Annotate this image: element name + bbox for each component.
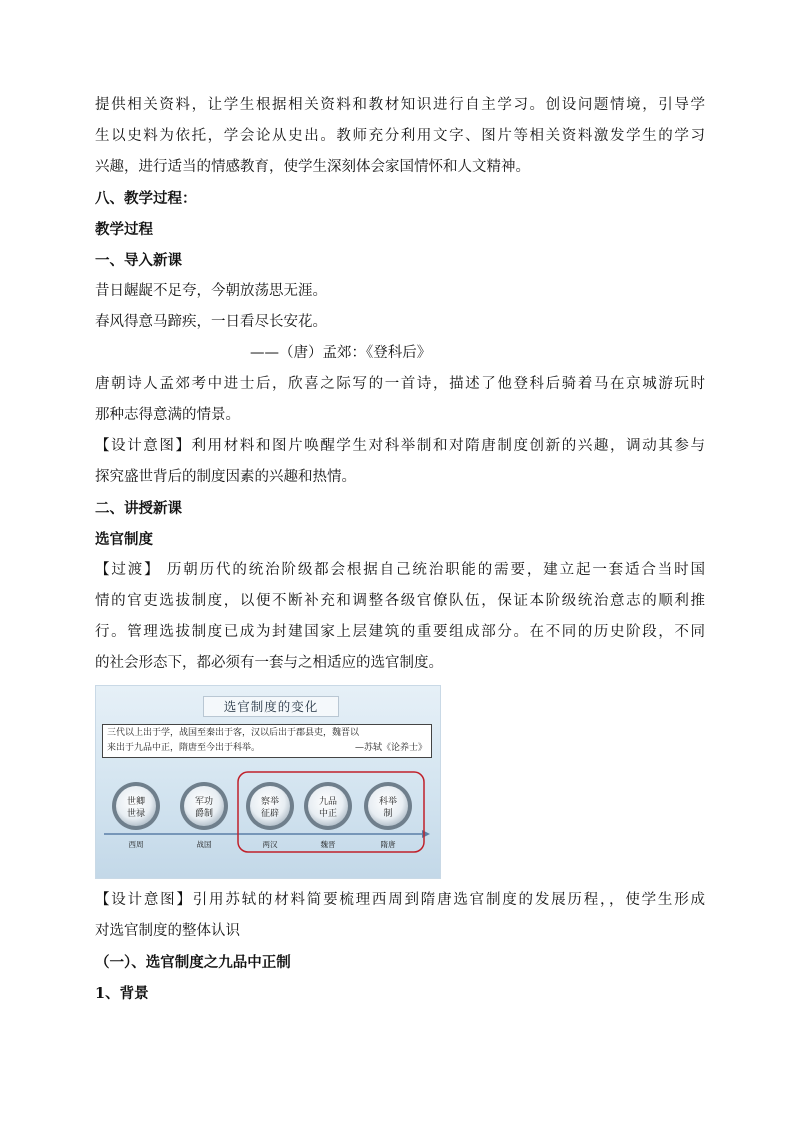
- figure-quote-line-2: 来出于九品中正，隋唐至今出于科举。: [107, 743, 261, 753]
- figure-quote-line-1: 三代以上出于学，战国至秦出于客，汉以后出于郡县吏，魏晋以: [107, 728, 360, 738]
- timeline-period-label: 隋唐: [380, 840, 396, 849]
- figure-title: 选官制度的变化: [203, 696, 339, 717]
- design-intent-1-line-2: 探究盛世背后的制度因素的兴趣和热情。: [95, 469, 356, 485]
- timeline-circle-label-1: 世卿: [126, 797, 146, 807]
- selection-system-figure: [95, 685, 441, 879]
- heading-selection-system: 选官制度: [95, 531, 153, 548]
- timeline-arrow-icon: [422, 830, 430, 838]
- timeline-graphic: [96, 686, 440, 878]
- intro-line-3: 兴趣，进行适当的情感教育，使学生深刻体会家国情怀和人文精神。: [95, 159, 530, 175]
- timeline-period-label: 西周: [128, 840, 144, 849]
- poem-note-line-2: 那种志得意满的情景。: [95, 407, 240, 423]
- document-page: [95, 90, 705, 1009]
- timeline-circle-label-2: 世禄: [126, 809, 146, 819]
- intro-line-2: 生以史料为依托，学会论从史出。教师充分利用文字、图片等相关资料激发学生的学习: [95, 128, 705, 144]
- transition-line-3: 行。管理选拔制度已成为封建国家上层建筑的重要组成部分。在不同的历史阶段，不同: [95, 624, 705, 640]
- heading-teaching-process: 教学过程: [95, 221, 153, 238]
- timeline-circle-label-2: 制: [383, 809, 393, 819]
- figure-quote-source: —苏轼《论养士》: [354, 743, 427, 753]
- timeline-circle-label-1: 察举: [260, 797, 280, 807]
- heading-nine-rank-system: （一）、选官制度之九品中正制: [95, 954, 291, 971]
- transition-line-1: 【过渡】 历朝历代的统治阶级都会根据自己统治职能的需要，建立起一套适合当时国: [95, 562, 705, 578]
- poem-line-1: 昔日龌龊不足夸，今朝放荡思无涯。: [95, 283, 327, 299]
- timeline-circle-label-1: 军功: [194, 797, 214, 807]
- intro-line-1: 提供相关资料，让学生根据相关资料和教材知识进行自主学习。创设问题情境，引导学: [95, 97, 705, 113]
- timeline-circle-label-2: 征辟: [260, 809, 280, 819]
- transition-line-2: 情的官吏选拔制度，以便不断补充和调整各级官僚队伍，保证本阶级统治意志的顺利推: [95, 593, 705, 609]
- timeline-circle-label-1: 科举: [378, 797, 398, 807]
- design-intent-1-line-1: 【设计意图】利用材料和图片唤醒学生对科举制和对隋唐制度创新的兴趣，调动其参与: [95, 438, 705, 454]
- transition-line-4: 的社会形态下，都必须有一套与之相适应的选官制度。: [95, 655, 443, 671]
- design-intent-2-line-2: 对选官制度的整体认识: [95, 923, 240, 939]
- timeline-circle-label-2: 中正: [318, 809, 338, 819]
- timeline-period-label: 战国: [196, 840, 212, 849]
- heading-introduction: 一、导入新课: [95, 252, 182, 269]
- timeline-circle-label-2: 爵制: [194, 809, 214, 819]
- heading-new-lesson: 二、讲授新课: [95, 500, 182, 517]
- heading-background: 1、背景: [95, 985, 149, 1002]
- poem-attribution: ——（唐）孟郊：《登科后》: [250, 345, 432, 361]
- poem-line-2: 春风得意马蹄疾，一日看尽长安花。: [95, 314, 327, 330]
- design-intent-2-line-1: 【设计意图】引用苏轼的材料简要梳理西周到隋唐选官制度的发展历程，，使学生形成: [95, 892, 705, 908]
- timeline-circle-label-1: 九品: [318, 797, 338, 807]
- poem-note-line-1: 唐朝诗人孟郊考中进士后，欣喜之际写的一首诗，描述了他登科后骑着马在京城游玩时: [95, 376, 705, 392]
- timeline-period-label: 魏晋: [320, 840, 336, 849]
- heading-teaching-process-8: 八、教学过程：: [95, 190, 197, 207]
- timeline-period-label: 两汉: [262, 840, 278, 849]
